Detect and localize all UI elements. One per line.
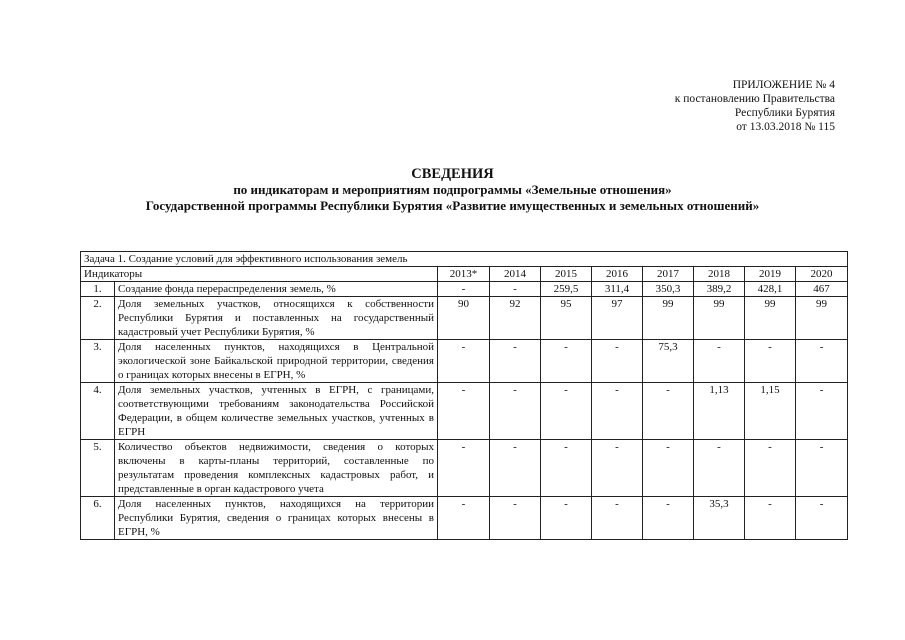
year-header: 2015 — [541, 267, 592, 282]
indicator-value: 1,15 — [745, 383, 796, 440]
table-row — [81, 340, 848, 383]
indicator-value: - — [490, 497, 541, 540]
year-header: 2016 — [592, 267, 643, 282]
indicator-value: 389,2 — [694, 282, 745, 297]
indicator-value: 99 — [694, 297, 745, 340]
indicator-description: Доля земельных участков, относящихся к собственности Республики Бурятия и поставленных на государственный кадастровый учет Республики Бурятия, % — [115, 297, 438, 340]
indicator-value: - — [796, 440, 848, 497]
year-header: 2014 — [490, 267, 541, 282]
indicator-value: - — [438, 497, 490, 540]
indicator-value: 311,4 — [592, 282, 643, 297]
year-header: 2017 — [643, 267, 694, 282]
indicator-value: - — [745, 340, 796, 383]
indicator-value: - — [643, 383, 694, 440]
row-number: 6. — [81, 497, 115, 540]
row-number: 3. — [81, 340, 115, 383]
table-row — [81, 497, 848, 540]
indicator-value: - — [541, 383, 592, 440]
indicator-description: Создание фонда перераспределения земель, % — [115, 282, 438, 297]
indicator-value: 99 — [643, 297, 694, 340]
indicator-value: - — [694, 440, 745, 497]
indicators-table — [80, 251, 848, 540]
document-title — [0, 166, 905, 213]
indicator-value: - — [592, 440, 643, 497]
indicator-value: - — [541, 497, 592, 540]
indicator-value: - — [694, 340, 745, 383]
appendix-header — [675, 78, 835, 134]
appendix-line-4: от 13.03.2018 № 115 — [736, 121, 835, 133]
indicator-value: 92 — [490, 297, 541, 340]
indicator-value: - — [745, 497, 796, 540]
header-row — [81, 267, 848, 282]
indicator-description: Доля населенных пунктов, находящихся на территории Республики Бурятия, сведения о границах которых внесены в ЕГРН, % — [115, 497, 438, 540]
indicator-description: Количество объектов недвижимости, сведения о которых включены в карты-планы территорий, составленные по результатам проведения комплексных кадастровых работ, и представленные в орган кадастрового учета — [115, 440, 438, 497]
indicator-value: 1,13 — [694, 383, 745, 440]
task-row — [81, 252, 848, 267]
appendix-line-3: Республики Бурятия — [734, 107, 835, 119]
year-header: 2019 — [745, 267, 796, 282]
indicator-value: - — [643, 497, 694, 540]
indicator-value: - — [643, 440, 694, 497]
indicator-value: - — [490, 340, 541, 383]
title-line-1: СВЕДЕНИЯ — [411, 166, 494, 182]
indicator-value: 350,3 — [643, 282, 694, 297]
indicator-value: - — [438, 282, 490, 297]
indicator-value: - — [592, 340, 643, 383]
indicator-value: - — [490, 282, 541, 297]
indicator-value: 90 — [438, 297, 490, 340]
indicator-value: - — [592, 383, 643, 440]
indicator-value: - — [490, 440, 541, 497]
indicator-value: - — [541, 340, 592, 383]
indicator-value: - — [796, 497, 848, 540]
indicator-value: - — [745, 440, 796, 497]
indicator-value: - — [796, 340, 848, 383]
task-cell: Задача 1. Создание условий для эффективного использования земель — [81, 252, 848, 267]
year-header: 2018 — [694, 267, 745, 282]
indicator-value: - — [541, 440, 592, 497]
indicator-value: - — [438, 440, 490, 497]
table-row — [81, 440, 848, 497]
appendix-line-1: ПРИЛОЖЕНИЕ № 4 — [732, 79, 835, 91]
indicator-value: 99 — [796, 297, 848, 340]
row-number: 4. — [81, 383, 115, 440]
indicator-description: Доля земельных участков, учтенных в ЕГРН, с границами, соответствующими требованиям законодательства Российской Федерации, в общем количестве земельных участков, учтенных в ЕГРН — [115, 383, 438, 440]
indicator-value: 35,3 — [694, 497, 745, 540]
year-header: 2020 — [796, 267, 848, 282]
indicator-value: - — [592, 497, 643, 540]
indicator-description: Доля населенных пунктов, находящихся в Центральной экологической зоне Байкальской природной территории, сведения о границах которых внесены в ЕГРН, % — [115, 340, 438, 383]
indicator-value: 259,5 — [541, 282, 592, 297]
indicator-value: - — [438, 383, 490, 440]
table-row — [81, 282, 848, 297]
indicators-header: Индикаторы — [81, 267, 438, 282]
indicator-value: - — [796, 383, 848, 440]
title-line-3: Государственной программы Республики Бурятия «Развитие имущественных и земельных отношений» — [145, 197, 760, 213]
table-row — [81, 297, 848, 340]
indicator-value: 428,1 — [745, 282, 796, 297]
year-header: 2013* — [438, 267, 490, 282]
indicator-value: - — [490, 383, 541, 440]
indicator-value: 99 — [745, 297, 796, 340]
appendix-line-2: к постановлению Правительства — [674, 93, 835, 105]
indicator-value: - — [438, 340, 490, 383]
indicator-value: 95 — [541, 297, 592, 340]
row-number: 1. — [81, 282, 115, 297]
indicator-value: 75,3 — [643, 340, 694, 383]
indicator-value: 97 — [592, 297, 643, 340]
indicator-value: 467 — [796, 282, 848, 297]
row-number: 2. — [81, 297, 115, 340]
title-line-2: по индикаторам и мероприятиям подпрограммы «Земельные отношения» — [233, 182, 672, 197]
table-row — [81, 383, 848, 440]
row-number: 5. — [81, 440, 115, 497]
